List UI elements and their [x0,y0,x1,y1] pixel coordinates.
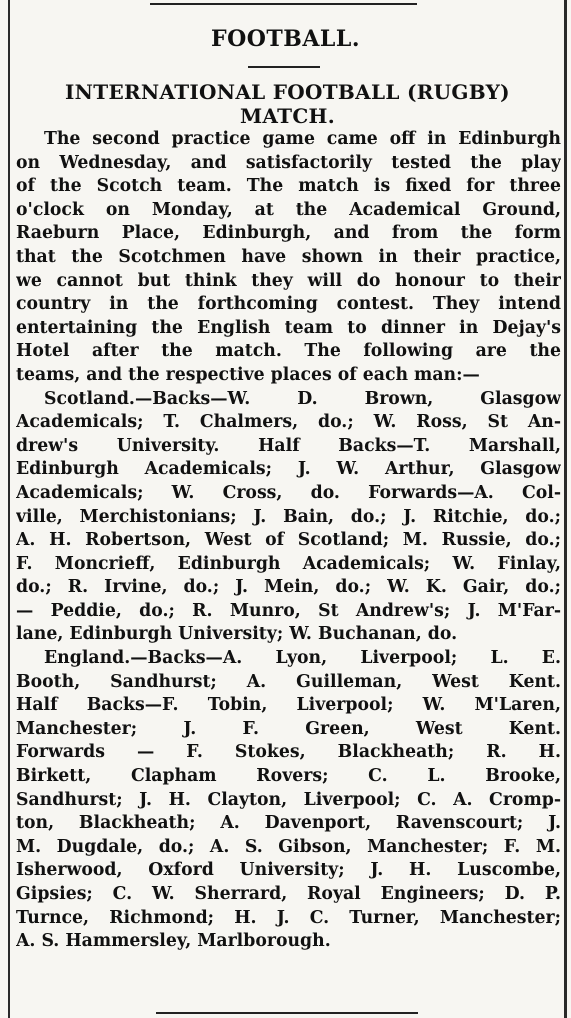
article-line: Booth, Sandhurst; A. Guilleman, West Kent. [16,671,561,692]
article-line: ville, Merchistonians; J. Bain, do.; J. Ritchie, do.; [16,506,561,527]
headline-line-1: INTERNATIONAL FOOTBALL (RUGBY) [65,80,510,104]
article-body [16,128,561,954]
article-line: country in the forthcoming contest. They intend [16,294,561,315]
top-rule [150,3,417,5]
page-right-edge [564,0,567,1018]
article-line: Half Backs—F. Tobin, Liverpool; W. M'Laren, [16,695,561,716]
article-line: The second practice game came off in Edinburgh [44,129,561,149]
article-headline [16,80,559,128]
article-line: we cannot but think they will do honour to their [16,270,561,291]
article-line: Isherwood, Oxford University; J. H. Luscombe, [16,860,561,881]
article-line: A. S. Hammersley, Marlborough. [16,931,331,952]
bottom-rule [156,1012,418,1014]
article-line: Forwards — F. Stokes, Blackheath; R. H. [16,742,561,763]
article-line: do.; R. Irvine, do.; J. Mein, do.; W. K. Gair, do.; [16,577,561,598]
article-line: Gipsies; C. W. Sherrard, Royal Engineers; D. P. [16,884,561,904]
article-line: Turnce, Richmond; H. J. C. Turner, Manchester; [16,907,561,928]
title-underline [248,66,320,68]
article-line: F. Moncrieff, Edinburgh Academicals; W. Finlay, [16,553,561,574]
article-line: Raeburn Place, Edinburgh, and from the form [16,223,561,244]
article-line: entertaining the English team to dinner in Dejay's [16,317,561,338]
article-line: M. Dugdale, do.; A. S. Gibson, Manchester; F. M. [16,836,561,857]
article-line: Birkett, Clapham Rovers; C. L. Brooke, [16,766,561,787]
article-line: — Peddie, do.; R. Munro, St Andrew's; J. M'Far- [16,600,561,621]
article-line: Academicals; W. Cross, do. Forwards—A. Col- [16,482,561,503]
headline-line-2: MATCH. [239,104,336,128]
article-line: on Wednesday, and satisfactorily tested the play [16,152,561,173]
article-line: of the Scotch team. The match is fixed for three [16,176,561,197]
article-line: ton, Blackheath; A. Davenport, Ravenscourt; J. [16,813,561,834]
article-line: Sandhurst; J. H. Clayton, Liverpool; C. A. Cromp- [16,789,561,810]
article-line: that the Scotchmen have shown in their practice, [16,246,561,267]
article-line: o'clock on Monday, at the Academical Ground, [16,199,561,220]
article-line: Academicals; T. Chalmers, do.; W. Ross, St An- [16,412,561,433]
page-left-edge [8,0,10,1018]
article-line: teams, and the respective places of each man:— [16,364,480,385]
article-line: Scotland.—Backs—W. D. Brown, Glasgow [44,388,561,409]
article-line: drew's University. Half Backs—T. Marshall, [16,435,561,456]
article-line: Edinburgh Academicals; J. W. Arthur, Glasgow [16,459,561,480]
article-line: lane, Edinburgh University; W. Buchanan, do. [16,624,458,645]
article-line: England.—Backs—A. Lyon, Liverpool; L. E. [44,648,561,669]
article-line: Manchester; J. F. Green, West Kent. [16,718,561,739]
article-line: Hotel after the match. The following are the [16,341,561,362]
article-line: A. H. Robertson, West of Scotland; M. Russie, do.; [16,530,561,551]
section-title: FOOTBALL. [210,26,361,52]
